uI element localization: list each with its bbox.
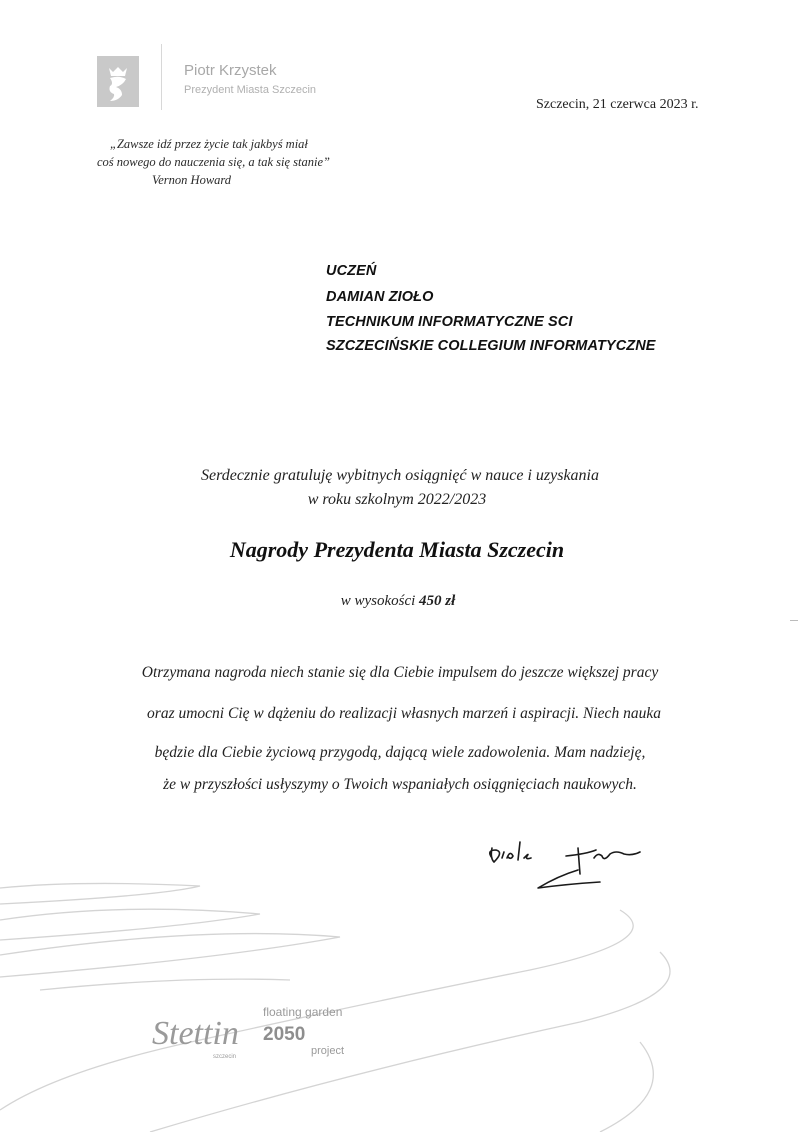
decorative-waves bbox=[0, 860, 800, 1132]
award-amount-line bbox=[0, 593, 798, 610]
city-logo bbox=[97, 56, 139, 107]
logo-city: szczecin bbox=[213, 1054, 237, 1060]
paragraph-line: oraz umocni Cię w dążeniu do realizacji własnych marzeń i aspiracji. Niech nauka bbox=[147, 705, 661, 722]
quote-line: coś nowego do nauczenia się, a tak się stanie” bbox=[97, 155, 330, 169]
president-name: Piotr Krzystek bbox=[184, 62, 277, 79]
logo-wordmark: Stettin bbox=[152, 1015, 239, 1052]
recipient-role: UCZEŃ bbox=[326, 263, 377, 279]
quote-line: „Zawsze idź przez życie tak jakbyś miał bbox=[110, 137, 308, 151]
szczecin-griffin-crown-icon bbox=[97, 56, 139, 107]
congratulations-line: Serdecznie gratuluję wybitnych osiągnięć w nauce i uzyskania bbox=[201, 467, 599, 484]
school-year-line: w roku szkolnym 2022/2023 bbox=[307, 491, 487, 508]
recipient-name: DAMIAN ZIOŁO bbox=[326, 289, 434, 305]
recipient-school-group: SZCZECIŃSKIE COLLEGIUM INFORMATYCZNE bbox=[326, 338, 656, 354]
logo-project: project bbox=[311, 1045, 345, 1057]
letter-date: Szczecin, 21 czerwca 2023 r. bbox=[536, 97, 699, 112]
president-title: Prezydent Miasta Szczecin bbox=[184, 84, 317, 96]
award-title: Nagrody Prezydenta Miasta Szczecin bbox=[229, 537, 565, 562]
paragraph-line: będzie dla Ciebie życiową przygodą, dającą wiele zadowolenia. Mam nadzieję, bbox=[154, 744, 646, 761]
scan-edge-mark bbox=[790, 620, 798, 621]
logo-floating-garden: floating garden bbox=[263, 1005, 343, 1019]
paragraph-line: Otrzymana nagroda niech stanie się dla Ciebie impulsem do jeszcze większej pracy bbox=[141, 664, 659, 681]
amount-prefix: w wysokości bbox=[340, 593, 416, 609]
amount-value: 450 zł bbox=[419, 593, 456, 609]
recipient-school: TECHNIKUM INFORMATYCZNE SCI bbox=[326, 314, 573, 330]
paragraph-line: że w przyszłości usłyszymy o Twoich wspaniałych osiągnięciach naukowych. bbox=[163, 776, 637, 793]
logo-year: 2050 bbox=[263, 1024, 306, 1045]
quote-author: Vernon Howard bbox=[152, 173, 232, 187]
header-divider bbox=[161, 44, 162, 110]
